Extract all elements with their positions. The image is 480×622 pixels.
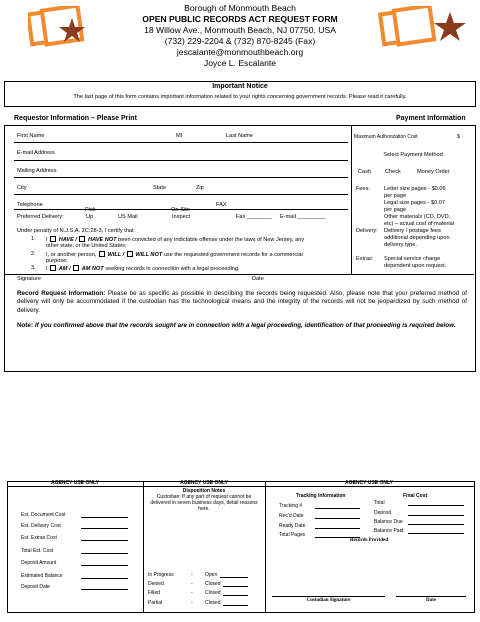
state-label: State (153, 185, 167, 191)
records-provided-label: Records Provided (349, 538, 389, 543)
certify-text: Under penalty of N.J.S.A. 2C:28-3, I certify that (17, 228, 134, 234)
status-partial[interactable]: Partial (148, 600, 163, 606)
preferred-delivery-label: Preferred Delivery: (17, 214, 64, 220)
note-label: Note: (17, 322, 34, 329)
extras-label: Extras: (356, 256, 374, 262)
custodian-date-label: Date (426, 598, 436, 603)
notice-text: The last page of this form contains important information related to your rights concerning government records. Please read it carefully. (73, 94, 407, 100)
agency-title-1: AGENCY USE ONLY (51, 480, 99, 486)
fees-line-2: per page (384, 193, 407, 199)
final-balance-due: Balance Due (374, 519, 403, 525)
tracking-number: Tracking # (279, 503, 303, 509)
est-document-cost-line[interactable] (81, 517, 128, 518)
delivery-inspect[interactable]: Inspect (172, 214, 191, 220)
fees-line-1: Letter size pages - $0.05 (384, 186, 446, 192)
fees-line-6: etc) – actual cost of material (384, 221, 454, 227)
tracking-number-line[interactable] (315, 508, 360, 509)
am-option: AM / (58, 266, 71, 272)
select-method-label: Select Payment Method (383, 152, 443, 158)
section-divider (4, 274, 474, 275)
will-not-option: WILL NOT (135, 252, 163, 258)
mailing-line[interactable] (14, 177, 348, 178)
on-site-label: On-Site (171, 207, 190, 213)
ready-date-line[interactable] (315, 528, 360, 529)
last-name-label: Last Name (226, 133, 254, 139)
deposit-amount-line[interactable] (81, 565, 128, 566)
max-authorization-label: Maximum Authorization Cost (354, 134, 418, 140)
have-not-option: HAVE NOT (88, 237, 117, 243)
column-divider (351, 125, 352, 274)
have-option: HAVE / (58, 237, 77, 243)
item2-number: 2. (31, 251, 36, 257)
requestor-title: Requestor Information – Please Print (14, 115, 137, 122)
est-document-cost: Est. Document Cost (21, 512, 66, 518)
delivery-line-1: Delivery / postage fees (384, 228, 441, 234)
first-name-label: First Name (17, 133, 45, 139)
fax-label: FAX (216, 202, 227, 208)
agency-title-2: AGENCY USE ONLY (180, 480, 228, 486)
have-not-checkbox[interactable] (79, 236, 85, 242)
signature-label: Signature (17, 276, 41, 282)
recd-date: Rec'd Date (279, 513, 304, 519)
fees-label: Fees: (356, 186, 370, 192)
phone: (732) 229-2204 & (732) 870-8245 (Fax) (164, 36, 316, 46)
record-request-label: Record Request Information: (17, 290, 106, 297)
pick-label: Pick (85, 207, 96, 213)
mailing-address-label: Mailing Address (17, 168, 57, 174)
method-check[interactable]: Check (385, 169, 401, 175)
status-closed-3: Closed (205, 600, 221, 606)
status-dash-1: - (191, 572, 193, 578)
status-line-1[interactable] (220, 577, 248, 578)
agency-divider-2 (265, 481, 266, 612)
status-in-progress[interactable]: In Progress (148, 572, 174, 578)
city-label: City (17, 185, 27, 191)
item1-continued: other state, or the United States; (46, 243, 127, 249)
telephone-label: Telephone (17, 202, 43, 208)
final-cost-title: Final Cost (403, 493, 428, 499)
status-dash-3: - (191, 590, 193, 596)
delivery-us-mail[interactable]: US Mail (118, 214, 138, 220)
address: 18 Willow Ave., Monmouth Beach, NJ 07750, USA (144, 25, 336, 35)
notice-title: Important Notice (212, 83, 268, 90)
item2-text: use the requested government records for a commercial (163, 252, 303, 258)
disposition-text: Custodian: If any part of request cannot be delivered in seven business days, detail reasons here. (150, 494, 258, 513)
agency-divider-1 (143, 481, 144, 612)
estimated-balance: Estimated Balance (21, 573, 63, 579)
total-est-cost-line[interactable] (81, 553, 128, 554)
est-extras-cost: Est. Extras Cost (21, 535, 57, 541)
status-denied[interactable]: Denied (148, 581, 164, 587)
city-line[interactable] (14, 194, 348, 195)
item1-number: 1. (31, 236, 36, 242)
status-filled[interactable]: Filled (148, 590, 160, 596)
item3-text: seeking records in connection with a legal proceeding. (105, 266, 240, 272)
delivery-label: Delivery: (356, 228, 378, 234)
estimated-balance-line[interactable] (81, 578, 128, 579)
final-balance-paid-line[interactable] (408, 533, 464, 534)
total-pages: Total Pages (279, 532, 306, 538)
date-label: Date (252, 276, 264, 282)
delivery-line-2: additional depending upon (384, 235, 450, 241)
status-dash-2: - (191, 581, 193, 587)
status-closed-1: Closed (205, 581, 221, 587)
will-checkbox[interactable] (99, 251, 105, 257)
borough-name: Borough of Monmouth Beach (184, 3, 296, 13)
final-deposit: Deposit (374, 510, 391, 516)
est-delivery-cost-line[interactable] (81, 528, 128, 529)
item1-i: I (46, 237, 48, 243)
final-balance-due-line[interactable] (408, 524, 464, 525)
delivery-email[interactable]: E-mail _________ (280, 214, 326, 220)
delivery-line-3: delivery type. (384, 242, 417, 248)
will-not-checkbox[interactable] (127, 251, 133, 257)
custodian-date-line[interactable] (396, 596, 466, 597)
extras-line-1: Special service charge (384, 256, 441, 262)
tracking-title: Tracking Information (296, 493, 346, 499)
item2-prefix: I, or another person, (46, 252, 97, 258)
item2-line (46, 251, 348, 259)
clerk-name: Joyce L. Escalante (203, 58, 277, 68)
will-option: WILL / (107, 252, 125, 258)
total-est-cost: Total Est. Cost (21, 548, 54, 554)
custodian-signature-label: Custodian Signature (306, 598, 351, 603)
item3-i: I (46, 266, 48, 272)
final-deposit-line[interactable] (408, 515, 464, 516)
fees-line-3: Legal size pages - $0.07 (384, 200, 445, 206)
mi-label: MI (176, 133, 183, 139)
record-request (17, 290, 467, 315)
have-checkbox[interactable] (50, 236, 56, 242)
item3-number: 3. (31, 265, 36, 271)
agency-title-3: AGENCY USE ONLY (345, 480, 393, 486)
am-not-option: AM NOT (81, 266, 104, 272)
fees-line-5: Other materials (CD, DVD, (384, 214, 451, 220)
status-line-4[interactable] (223, 605, 248, 606)
note (17, 322, 467, 330)
zip-label: Zip (196, 185, 204, 191)
email-line[interactable] (14, 160, 348, 161)
email-address-label: E-mail Address (17, 150, 55, 156)
item1-text: been convicted of any indictable offense under the laws of New Jersey, any (118, 237, 305, 243)
custodian-signature-line[interactable] (272, 596, 385, 597)
status-closed-2: Closed (205, 590, 221, 596)
name-line[interactable] (14, 142, 348, 143)
am-not-checkbox[interactable] (73, 265, 79, 271)
final-total-line[interactable] (408, 505, 464, 506)
record-request-text: Please be as specific as possible in describing the records being requested. Also, please note that your preferred method of delivery will only be accommodated if the custodian has the technological means and the integrity of the records will not be jeopardized by such method of delivery. (17, 290, 468, 314)
final-total: Total (374, 500, 385, 506)
payment-title: Payment Information (396, 115, 466, 122)
extras-line-2: dependent upon request. (384, 263, 447, 269)
form-title: OPEN PUBLIC RECORDS ACT REQUEST FORM (142, 14, 338, 24)
fees-line-4: per page (384, 207, 407, 213)
dollar-sign: $ (457, 134, 460, 140)
delivery-pick-up[interactable]: Up (86, 214, 94, 220)
ready-date: Ready Date (279, 523, 306, 529)
email: jescalante@monmouthbeach.org (176, 47, 304, 57)
status-line-2[interactable] (223, 586, 248, 587)
est-delivery-cost: Est. Delivery Cost (21, 523, 61, 529)
deposit-date: Deposit Date (21, 584, 50, 590)
disposition-title: Disposition Notes (182, 488, 226, 494)
method-cash[interactable]: Cash (358, 169, 372, 175)
item2-continued: purpose; (46, 258, 68, 264)
est-extras-cost-line[interactable] (81, 540, 128, 541)
item3-line (46, 265, 348, 273)
delivery-fax[interactable]: Fax ________ (236, 214, 272, 220)
deposit-amount: Deposit Amount (21, 560, 57, 566)
deposit-date-line[interactable] (81, 589, 128, 590)
am-checkbox[interactable] (50, 265, 56, 271)
status-line-3[interactable] (223, 595, 248, 596)
note-text: If you confirmed above that the records sought are in connection with a legal proceeding, identification of that proceeding is required below. (34, 322, 456, 329)
status-dash-4: - (191, 600, 193, 606)
final-balance-paid: Balance Paid (374, 528, 404, 534)
recd-date-line[interactable] (315, 518, 360, 519)
status-open: Open (205, 572, 218, 578)
method-money-order[interactable]: Money Order (417, 169, 450, 175)
